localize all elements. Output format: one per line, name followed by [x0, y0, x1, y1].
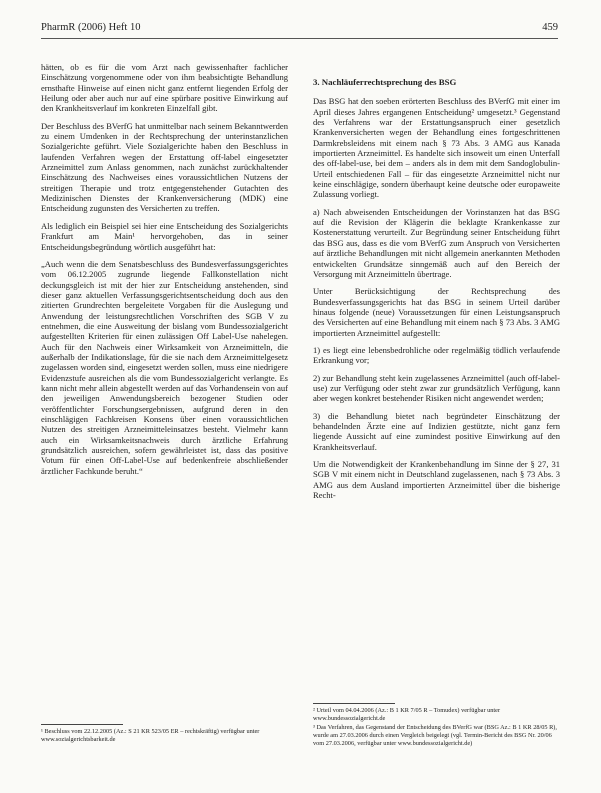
list-item: 3) die Behandlung bietet nach begründeter Einschätzung der behandelnden Ärzte eine auf Indizien gestützte, nicht ganz fern liegende Aussicht auf eine zumindest positive Einwirkung auf den Krankheitsverlauf.: [313, 410, 560, 452]
paragraph: Um die Notwendigkeit der Krankenbehandlung im Sinne der § 27, 31 SGB V mit einem nicht in Deutschland zugelassenen, nach § 73 Abs. 3 AMG aus dem Ausland importierten Arzneimittel über die bisherige Recht-: [313, 459, 560, 501]
paragraph: hätten, ob es für die vom Arzt nach gewissenhafter fachlicher Einschätzung vorgenommene oder von ihm beabsichtigte Behandlung ernsthafte Hinweise auf einen nicht ganz entfernt liegenden Erfolg der Heilung oder aber auch nur auf eine spürbare positive Einwirkung auf den Krankheitsverlauf im konkreten Einzelfall gibt.: [41, 62, 288, 114]
footnote: ² Urteil vom 04.04.2006 (Az.: B 1 KR 7/05 R – Tomudex) verfügbar unter www.bundessozialgericht.de: [313, 707, 501, 722]
paragraph: Der Beschluss des BVerfG hat unmittelbar nach seinem Bekanntwerden zu einem Umdenken in der Rechtsprechung der unterinstanzlichen Sozialgerichte geführt. Viele Sozialgerichte haben den Beschluss in laufenden Verfahren wegen der Erstattung off-label eingesetzter Arzneimittel zum Anlass genommen, nach zunächst zurückhaltender Einschätzung des Nachweises eines voraussichtlichen Nutzens der streitigen Therapie und trotz entgegenstehender Gutachten des Medizinischen Dienstes der Krankenversicherung (MDK) eine Entscheidung zugunsten des Versicherten zu treffen.: [41, 120, 288, 214]
right-column: [313, 62, 560, 507]
list-item: 1) es liegt eine lebensbedrohliche oder regelmäßig tödlich verlaufende Erkrankung vor;: [313, 344, 560, 366]
list-item: 2) zur Behandlung steht kein zugelassenes Arzneimittel (auch off-label-use) zur Verfügung oder steht zwar zur grundsätzlich Verfügung, kann aber wegen konkret bestehender Risiken nicht angewendet werden;: [313, 372, 560, 404]
left-column: [41, 62, 288, 476]
running-header: [41, 22, 558, 39]
footnote-rule: [41, 724, 123, 725]
footnotes-left: [41, 724, 288, 745]
footnote-rule: [313, 703, 395, 704]
paragraph: Unter Berücksichtigung der Rechtsprechung des Bundesverfassungsgerichts hat das BSG in seinem Urteil darüber hinaus folgende (neue) Voraussetzungen für einen Leistungsanspruch des Versicherten auf eine Behandlung mit einem nach § 73 Abs. 3 AMG importierten Arzneimittel aufgestellt:: [313, 286, 560, 338]
footnotes-right: [313, 703, 560, 749]
page-number: 459: [542, 22, 558, 33]
block-quote: „Auch wenn die dem Senatsbeschluss des Bundesverfassungsgerichtes vom 06.12.2005 zugrunde liegende Fallkonstellation nicht deckungsgleich ist mit der hier zur Entscheidung anstehenden, sind dieser ganz aktuellen Verfassungsgerichtsentscheidung doch aus den zitierten Grundrechten bergeleitete Vorgaben für die Auslegung und Anwendung der leistungsrechtlichen Vorschriften des SGB V zu entnehmen, die eine Ausweitung der bislang vom Bundessozialgericht aufgestellten Kriterien für einen zulässigen Off Label-Use nahelegen. Auch für den Nachweis einer Wirksamkeit von Arzneimitteln, die außerhalb der Indikationslage, für die sie nach dem Arzneimittelgesetz zugelassen worden sind, eingesetzt werden sollen, muss eine niedrigere Evidenzstufe ausreichen als die vom Bundessozialgericht verlangte. Es kann nicht mehr allein abgestellt werden auf das Vorhandensein von auf den jeweiligen Anwendungsbereich bezogener Studien oder veröffentlichter Forschungsergebnissen, aufgrund deren in den einschlägigen Fachkreisen Konsens über einen voraussichtlichen Nutzen des streitigen Arzneimitteleinsatzes besteht. Vielmehr kann auch ein Wirksamkeitsnachweis durch ärztliche Erfahrung grundsätzlich ausreichen, sofern gewährleistet ist, dass das positive Votum für einen Off-Label-Use auf bedenkenfreie abschließender ärztlicher Fachkunde beruht.“: [41, 258, 288, 476]
paragraph: a) Nach abweisenden Entscheidungen der Vorinstanzen hat das BSG auf die Revision der Klägerin die beklagte Krankenkasse zur Kostenerstattung verurteilt. Zur Begründung seiner Entscheidung führt das BSG aus, dass es die vom BVerfG zum Anspruch von Versicherten auf ärztliche Behandlungen mit nicht allgemein anerkannten Methoden entwickelten Grundsätze sinngemäß auch auf den Bereich der Versorgung mit Arzneimitteln übertrage.: [313, 206, 560, 279]
footnote: ³ Das Verfahren, das Gegenstand der Entscheidung des BVerfG war (BSG Az.: B 1 KR 28/05 R), wurde am 27.03.2006 durch einen Vergleich beigelegt (vgl. Termin-Bericht des BSG Nr. 20/06 vom 27.03.2006, verfügbar unter www.bundessozialgericht.de): [313, 724, 557, 747]
section-heading: 3. Nachläuferrechtsprechung des BSG: [313, 77, 457, 87]
paragraph: Als lediglich ein Beispiel sei hier eine Entscheidung des Sozialgerichts Frankfurt am Main¹ hervorgehoben, das in seiner Entscheidungsbegründung wörtlich ausgeführt hat:: [41, 220, 288, 252]
footnote: ¹ Beschluss vom 22.12.2005 (Az.: S 21 KR 523/05 ER – rechtskräftig) verfügbar unter www.sozialgerichtsbarkeit.de: [41, 728, 260, 743]
paragraph: Das BSG hat den soeben erörterten Beschluss des BVerfG mit einer im April dieses Jahres ergangenen Entscheidung² umgesetzt.³ Gegenstand des Verfahrens war der Erstattungsanspruch einer gesetzlich Krankenversicherten wegen der Behandlung eines fortgeschrittenen Darmkrebsleidens mit einem nach § 73 Abs. 3 AMG aus Kanada importierten Arzneimittel. Es handelte sich insoweit um einen Unterfall des off-label-use, bei dem – anders als in dem mit dem Sandoglobulin-Urteil entschiedenen Fall – für das eingesetzte Arzneimittel nicht nur keine einschlägige, sondern überhaupt keine deutsche oder europaweite Zulassung vorliegt.: [313, 96, 560, 200]
journal-citation: PharmR (2006) Heft 10: [41, 22, 141, 33]
